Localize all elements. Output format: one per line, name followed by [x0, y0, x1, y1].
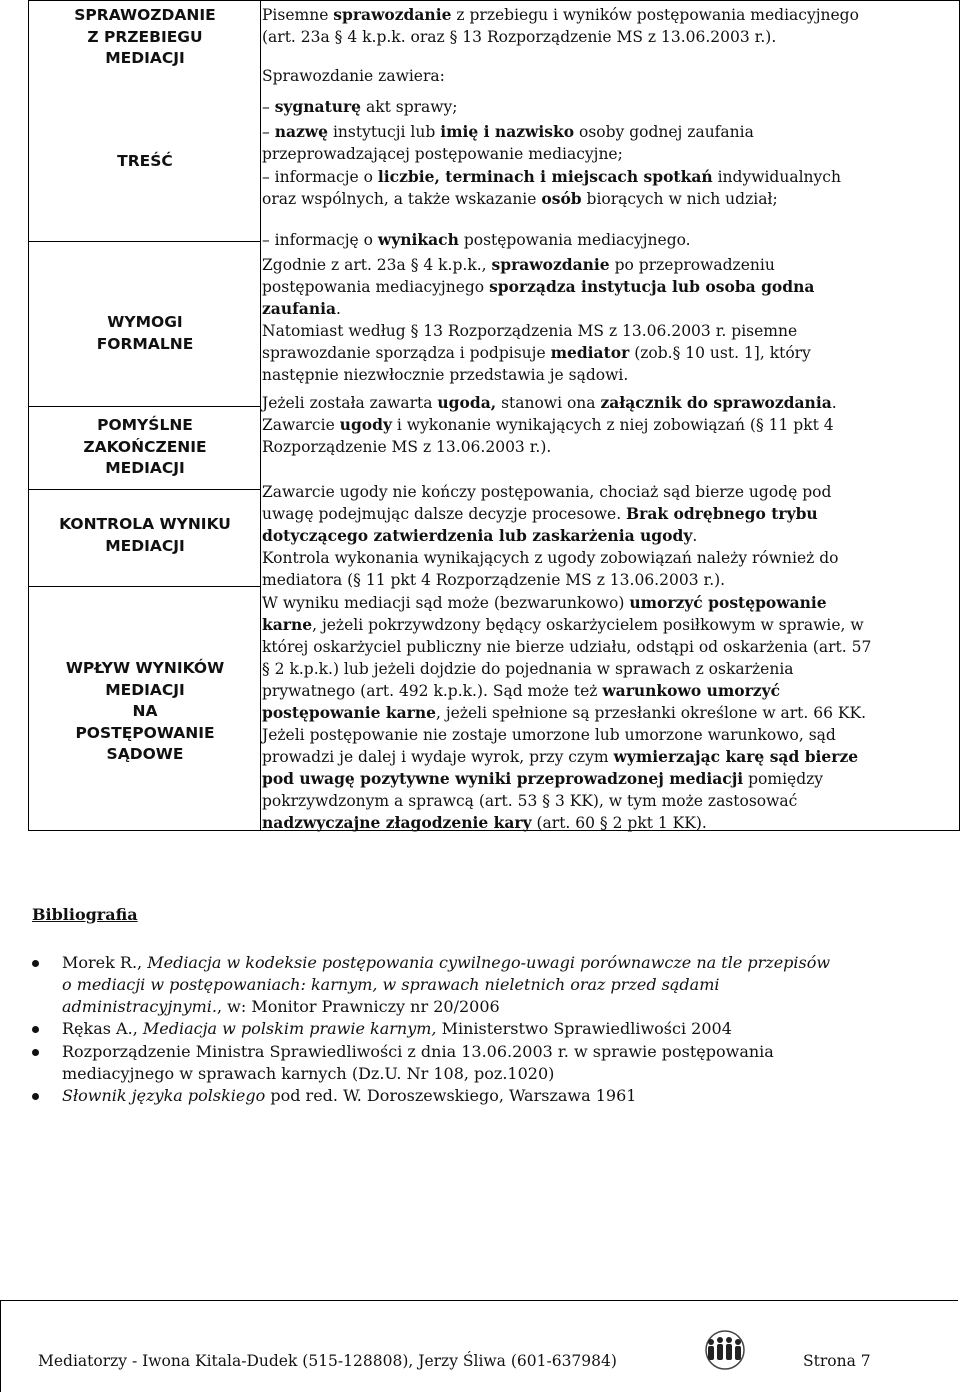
formal-heading: WYMOGI FORMALNE: [96, 313, 194, 353]
divider: [29, 241, 261, 242]
bibliography-title: Bibliografia: [32, 905, 138, 924]
paragraph-line: Natomiast według § 13 Rozporządzenia MS z 13.06.2003 r. pisemne: [262, 322, 798, 340]
paragraph-line: W wyniku mediacji sąd może (bezwarunkowo) umorzyć postępowanie: [262, 593, 827, 612]
bullet-icon: [32, 1026, 39, 1033]
people-logo-icon: [698, 1330, 752, 1370]
paragraph-line: (art. 23a § 4 k.p.k. oraz § 13 Rozporządzenie MS z 13.06.2003 r.).: [262, 28, 777, 46]
paragraph-line: Pisemne sprawozdanie z przebiegu i wyników postępowania mediacyjnego: [262, 5, 859, 24]
paragraph-line: mediatora (§ 11 pkt 4 Rozporządzenie MS z 13.06.2003 r.).: [262, 571, 726, 589]
bibliography-item: Rozporządzenie Ministra Sprawiedliwości z dnia 13.06.2003 r. w sprawie postępowania mediacyjnego w sprawach karnych (Dz.U. Nr 108, poz.1020): [62, 1041, 774, 1085]
paragraph-line: zaufania.: [262, 299, 341, 318]
divider: [29, 586, 261, 587]
paragraph-line: sprawozdanie sporządza i podpisuje mediator (zob.§ 10 ust. 1], który: [262, 343, 811, 362]
paragraph-line: Jeżeli postępowanie nie zostaje umorzone lub umorzone warunkowo, sąd: [262, 726, 836, 744]
list-item: – nazwę instytucji lub imię i nazwisko osoby godnej zaufania: [262, 122, 754, 141]
bullet-icon: [32, 1049, 39, 1056]
left-column: [29, 1, 261, 830]
bibliography-item: Morek R., Mediacja w kodeksie postępowania cywilnego-uwagi porównawcze na tle przepisów o mediacji w postępowaniach: karnym, w sprawach nieletnich oraz przed sądami administracyjnymi., w: Monitor Prawniczy nr 20/2006: [62, 952, 830, 1018]
paragraph-line: postępowanie karne, jeżeli spełnione są przesłanki określone w art. 66 KK.: [262, 703, 866, 722]
paragraph-line: prowadzi je dalej i wydaje wyrok, przy czym wymierzając karę sąd bierze: [262, 747, 859, 766]
divider: [29, 406, 261, 407]
paragraph-line: Jeżeli została zawarta ugoda, stanowi ona załącznik do sprawozdania.: [262, 393, 837, 412]
control-heading: KONTROLA WYNIKU MEDIACJI: [59, 515, 231, 555]
paragraph-line: uwagę podejmując dalsze decyzje procesowe. Brak odrębnego trybu: [262, 504, 818, 523]
bibliography-item: Słownik języka polskiego pod red. W. Doroszewskiego, Warszawa 1961: [62, 1085, 636, 1107]
page-number: Strona 7: [803, 1352, 871, 1370]
paragraph-line: przeprowadzającej postępowanie mediacyjne;: [262, 145, 623, 163]
bibliography-item: Rękas A., Mediacja w polskim prawie karnym, Ministerstwo Sprawiedliwości 2004: [62, 1018, 732, 1040]
footer-frame: [0, 1300, 958, 1392]
paragraph-line: pod uwagę pozytywne wyniki przeprowadzonej mediacji pomiędzy: [262, 769, 824, 788]
divider: [29, 489, 261, 490]
paragraph-line: prywatnego (art. 492 k.p.k.). Sąd może też warunkowo umorzyć: [262, 681, 781, 700]
list-item: – sygnaturę akt sprawy;: [262, 97, 458, 116]
paragraph-line: Kontrola wykonania wynikających z ugody zobowiązań należy również do: [262, 549, 839, 567]
paragraph-line: nadzwyczajne złagodzenie kary (art. 60 § 2 pkt 1 KK).: [262, 813, 707, 832]
paragraph-line: dotyczącego zatwierdzenia lub zaskarżenia ugody.: [262, 526, 698, 545]
list-item: – informację o wynikach postępowania mediacyjnego.: [262, 230, 691, 249]
success-heading: POMYŚLNE ZAKOŃCZENIE MEDIACJI: [83, 416, 207, 477]
impact-heading: WPŁYW WYNIKÓW MEDIACJI NA POSTĘPOWANIE SĄDOWE: [65, 659, 225, 763]
paragraph-line: pokrzywdzonym a sprawcą (art. 53 § 3 KK), w tym może zastosować: [262, 792, 798, 810]
paragraph-line: Rozporządzenie MS z 13.06.2003 r.).: [262, 438, 552, 456]
paragraph-line: oraz wspólnych, a także wskazanie osób biorących w nich udział;: [262, 189, 778, 208]
paragraph-line: Zawarcie ugody i wykonanie wynikających z niej zobowiązań (§ 11 pkt 4: [262, 415, 834, 434]
paragraph-line: Zgodnie z art. 23a § 4 k.p.k., sprawozdanie po przeprowadzeniu: [262, 255, 775, 274]
paragraph-line: której oskarżyciel publiczny nie bierze udziału, odstąpi od oskarżenia (art. 57: [262, 638, 872, 656]
paragraph-line: § 2 k.p.k.) lub jeżeli dojdzie do pojednania w sprawach z oskarżenia: [262, 660, 794, 678]
bullet-icon: [32, 960, 39, 967]
paragraph-line: następnie niezwłocznie przedstawia je sądowi.: [262, 366, 629, 384]
bullet-icon: [32, 1093, 39, 1100]
footer-authors: Mediatorzy - Iwona Kitala-Dudek (515-128808), Jerzy Śliwa (601-637984): [38, 1352, 617, 1370]
content-heading: TREŚĆ: [117, 152, 173, 170]
paragraph-line: Zawarcie ugody nie kończy postępowania, chociaż sąd bierze ugodę pod: [262, 483, 832, 501]
paragraph-line: postępowania mediacyjnego sporządza instytucja lub osoba godna: [262, 277, 815, 296]
report-heading: SPRAWOZDANIE Z PRZEBIEGU MEDIACJI: [74, 6, 216, 67]
paragraph-line: Sprawozdanie zawiera:: [262, 67, 445, 85]
list-item: – informacje o liczbie, terminach i miejscach spotkań indywidualnych: [262, 167, 841, 186]
paragraph-line: karne, jeżeli pokrzywdzony będący oskarżycielem posiłkowym w sprawie, w: [262, 615, 864, 634]
